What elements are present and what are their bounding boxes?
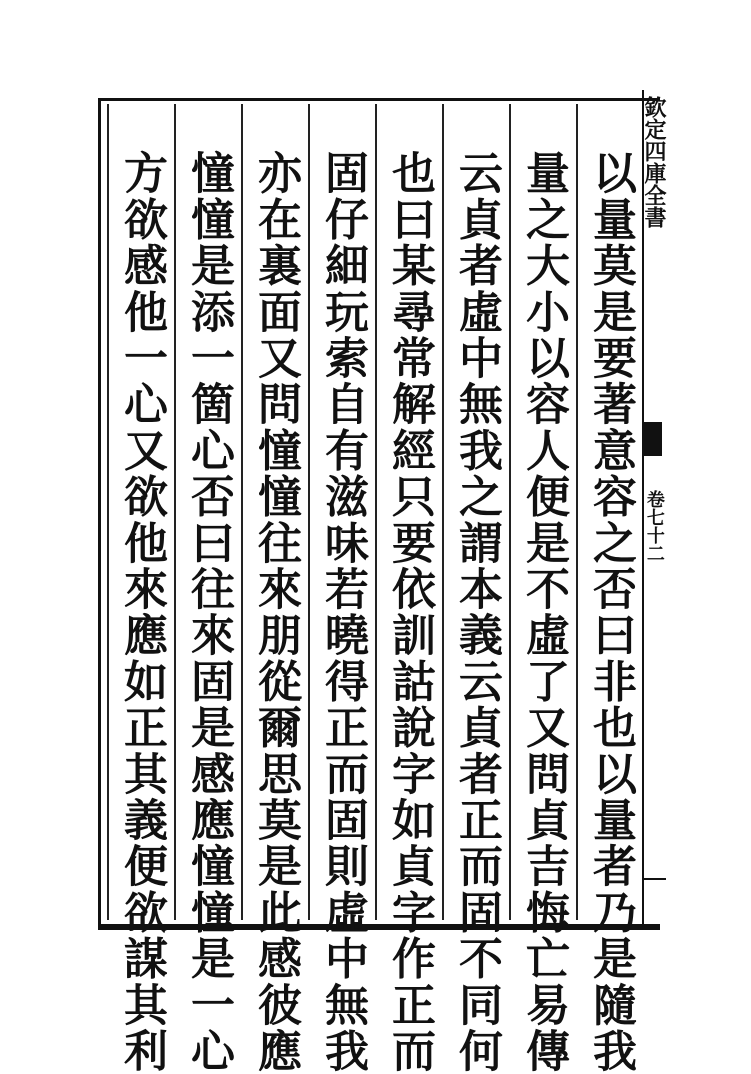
column-text: 以量莫是要著意容之否曰非也以量者乃是隨我 <box>585 150 636 1074</box>
volume-label: 卷七十二 <box>643 490 665 562</box>
text-column-5 <box>308 104 374 1074</box>
margin-divider <box>642 878 666 880</box>
column-text: 亦在裏面又問憧憧往來朋從爾思莫是此感彼應 <box>250 150 301 1074</box>
text-column-2 <box>509 104 575 1074</box>
column-text: 方欲感他一心又欲他來應如正其義便欲謀其利 <box>116 150 167 1074</box>
column-text: 也曰某尋常解經只要依訓詁說字如貞字作正而 <box>384 150 435 1074</box>
text-column-4 <box>375 104 441 1074</box>
text-column-7 <box>174 104 240 1074</box>
text-column-1 <box>576 104 642 1074</box>
margin-strip <box>641 90 667 930</box>
column-text: 憧憧是添一箇心否曰往來固是感應憧憧是一心 <box>183 150 234 1074</box>
text-column-3 <box>442 104 508 1074</box>
column-text: 云貞者虛中無我之謂本義云貞者正而固不同何 <box>451 150 502 1074</box>
text-column-8 <box>107 104 173 1074</box>
text-block <box>104 104 642 1074</box>
book-title: 欽定四庫全書 <box>641 96 667 228</box>
column-text: 固仔細玩索自有滋味若曉得正而固則虛中無我 <box>317 150 368 1074</box>
column-text: 量之大小以容人便是不虛了又問貞吉悔亡易傳 <box>518 150 569 1074</box>
fishtail-mark <box>642 422 662 456</box>
text-column-6 <box>241 104 307 1074</box>
